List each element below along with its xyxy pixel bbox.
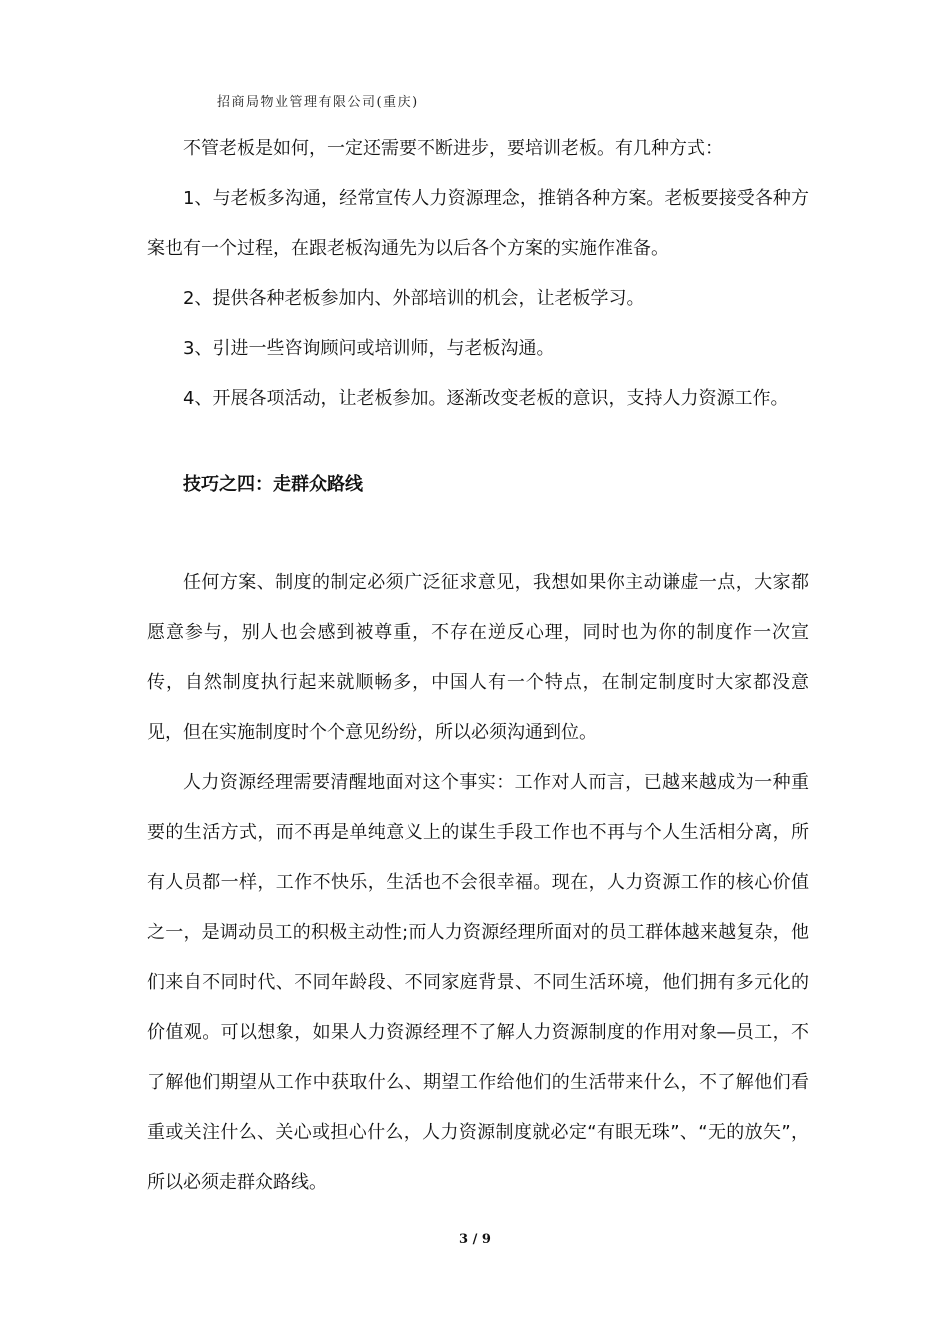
- body-paragraph: 任何方案、制度的制定必须广泛征求意见，我想如果你主动谦虚一点，大家都愿意参与，别人也会感到被尊重，不存在逆反心理，同时也为你的制度作一次宣传，自然制度执行起来就顺畅多，中国人有一个特点，在制定制度时大家都没意见，但在实施制度时个个意见纷纷，所以必须沟通到位。: [147, 572, 809, 743]
- list-item: 1、与老板多沟通，经常宣传人力资源理念，推销各种方案。老板要接受各种方案也有一个过程，在跟老板沟通先为以后各个方案的实施作准备。: [147, 188, 809, 259]
- page-header-company: 招商局物业管理有限公司(重庆): [217, 95, 419, 110]
- list-item: 2、提供各种老板参加内、外部培训的机会，让老板学习。: [183, 288, 645, 309]
- section-heading: 技巧之四：走群众路线: [183, 474, 363, 495]
- page-content: [147, 124, 809, 1208]
- list-item: 4、开展各项活动，让老板参加。逐渐改变老板的意识，支持人力资源工作。: [183, 388, 789, 409]
- intro-paragraph: 不管老板是如何，一定还需要不断进步，要培训老板。有几种方式：: [183, 138, 723, 159]
- body-paragraph: 人力资源经理需要清醒地面对这个事实：工作对人而言，已越来越成为一种重要的生活方式，而不再是单纯意义上的谋生手段工作也不再与个人生活相分离，所有人员都一样，工作不快乐，生活也不会很幸福。现在，人力资源工作的核心价值之一，是调动员工的积极主动性;而人力资源经理所面对的员工群体越来越复杂，他们来自不同时代、不同年龄段、不同家庭背景、不同生活环境，他们拥有多元化的价值观。可以想象，如果人力资源经理不了解人力资源制度的作用对象―员工，不了解他们期望从工作中获取什么、期望工作给他们的生活带来什么，不了解他们看重或关注什么、关心或担心什么，人力资源制度就必定“有眼无珠”、“无的放矢”，所以必须走群众路线。: [147, 772, 809, 1193]
- list-item: 3、引进一些咨询顾问或培训师，与老板沟通。: [183, 338, 555, 359]
- page-number: 3 / 9: [459, 1232, 491, 1247]
